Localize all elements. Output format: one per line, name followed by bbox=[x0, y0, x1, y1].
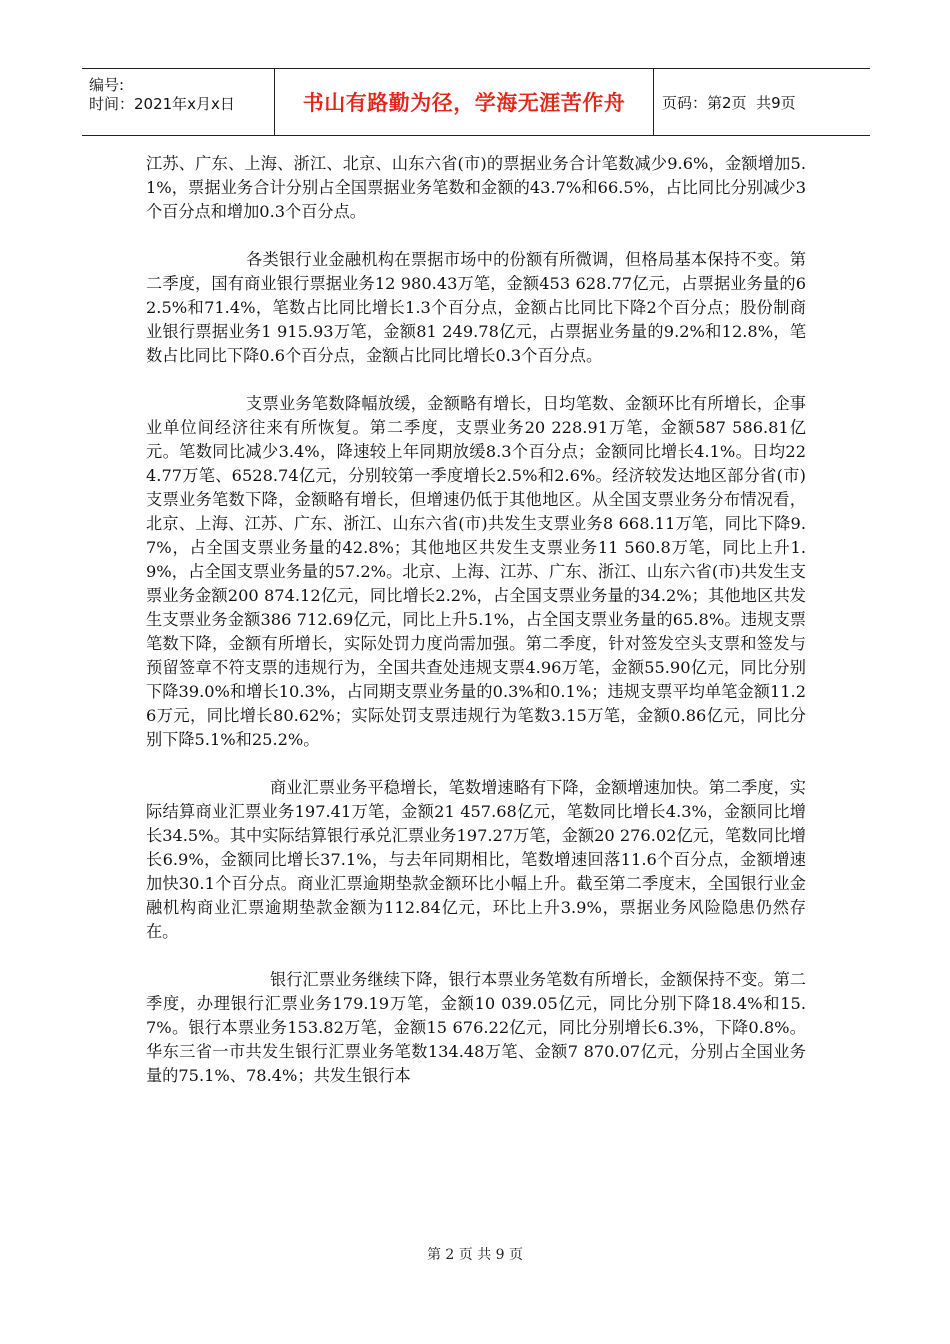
header-motto: 书山有路勤为径，学海无涯苦作舟 bbox=[275, 69, 654, 135]
paragraph-regional-bills: 江苏、广东、上海、浙江、北京、山东六省(市)的票据业务合计笔数减少9.6%，金额增加5.1%，票据业务合计分别占全国票据业务笔数和金额的43.7%和66.5%，占比同比分别减少3个百分点和增加0.3个百分点。 bbox=[146, 154, 806, 221]
paragraph-commercial-bills: 商业汇票业务平稳增长，笔数增速略有下降，金额增速加快。第二季度，实际结算商业汇票业务197.41万笔，金额21 457.68亿元，笔数同比增长4.3%，金额同比增长34.5%。其中实际结算银行承兑汇票业务197.27万笔，金额20 276.02亿元，笔数同比增长6.9%，金额同比增长37.1%，与去年同期相比，笔数增速回落11.6个百分点，金额增速加快30.1个百分点。商业汇票逾期垫款金额环比小幅上升。截至第二季度末，全国银行业金融机构商业汇票逾期垫款金额为112.84亿元，环比上升3.9%，票据业务风险隐患仍然存在。 bbox=[146, 778, 806, 941]
header-meta-cell bbox=[82, 69, 275, 135]
header-page-label: 页码：第2页 共9页 bbox=[662, 93, 796, 112]
document-body bbox=[146, 152, 806, 1088]
paragraph-gap bbox=[146, 752, 806, 776]
paragraph-cheques: 支票业务笔数降幅放缓，金额略有增长，日均笔数、金额环比有所增长，企事业单位间经济往来有所恢复。第二季度，支票业务20 228.91万笔，金额587 586.81亿元。笔数同比减少3.4%，降速较上年同期放缓8.3个百分点；金额同比增长4.1%。日均224.77万笔、6528.74亿元，分别较第一季度增长2.5%和2.6%。经济较发达地区部分省(市)支票业务笔数下降，金额略有增长，但增速仍低于其他地区。从全国支票业务分布情况看，北京、上海、江苏、广东、浙江、山东六省(市)共发生支票业务8 668.11万笔，同比下降9.7%，占全国支票业务量的42.8%；其他地区共发生支票业务11 560.8万笔，同比上升1.9%，占全国支票业务量的57.2%。北京、上海、江苏、广东、浙江、山东六省(市)共发生支票业务金额200 874.12亿元，同比增长2.2%，占全国支票业务量的34.2%；其他地区共发生支票业务金额386 712.69亿元，同比上升5.1%，占全国支票业务量的65.8%。违规支票笔数下降，金额有所增长，实际处罚力度尚需加强。第二季度，针对签发空头支票和签发与预留签章不符支票的违规行为，全国共查处违规支票4.96万笔，金额55.90亿元，同比分别下降39.0%和增长10.3%，占同期支票业务量的0.3%和0.1%；违规支票平均单笔金额11.26万元，同比增长80.62%；实际处罚支票违规行为笔数3.15万笔，金额0.86亿元，同比分别下降5.1%和25.2%。 bbox=[146, 394, 806, 749]
document-time-label: 时间：2021年x月x日 bbox=[89, 95, 235, 113]
paragraph-gap bbox=[146, 944, 806, 968]
header-page-cell bbox=[654, 69, 870, 135]
document-number-label: 编号: bbox=[89, 76, 125, 94]
page-footer: 第 2 页 共 9 页 bbox=[426, 1247, 524, 1263]
paragraph-gap bbox=[146, 224, 806, 248]
page-header bbox=[82, 68, 870, 136]
paragraph-gap bbox=[146, 368, 806, 392]
paragraph-bank-drafts: 银行汇票业务继续下降，银行本票业务笔数有所增长，金额保持不变。第二季度，办理银行汇票业务179.19万笔，金额10 039.05亿元，同比分别下降18.4%和15.7%。银行本票业务153.82万笔，金额15 676.22亿元，同比分别增长6.3%，下降0.8%。华东三省一市共发生银行汇票业务笔数134.48万笔、金额7 870.07亿元，分别占全国业务量的75.1%、78.4%；共发生银行本 bbox=[146, 970, 806, 1085]
paragraph-bank-share: 各类银行业金融机构在票据市场中的份额有所微调，但格局基本保持不变。第二季度，国有商业银行票据业务12 980.43万笔，金额453 628.77亿元，占票据业务量的62.5%和71.4%，笔数占比同比增长1.3个百分点，金额占比同比下降2个百分点；股份制商业银行票据业务1 915.93万笔，金额81 249.78亿元，占票据业务量的9.2%和12.8%，笔数占比同比下降0.6个百分点，金额占比同比增长0.3个百分点。 bbox=[146, 250, 806, 365]
